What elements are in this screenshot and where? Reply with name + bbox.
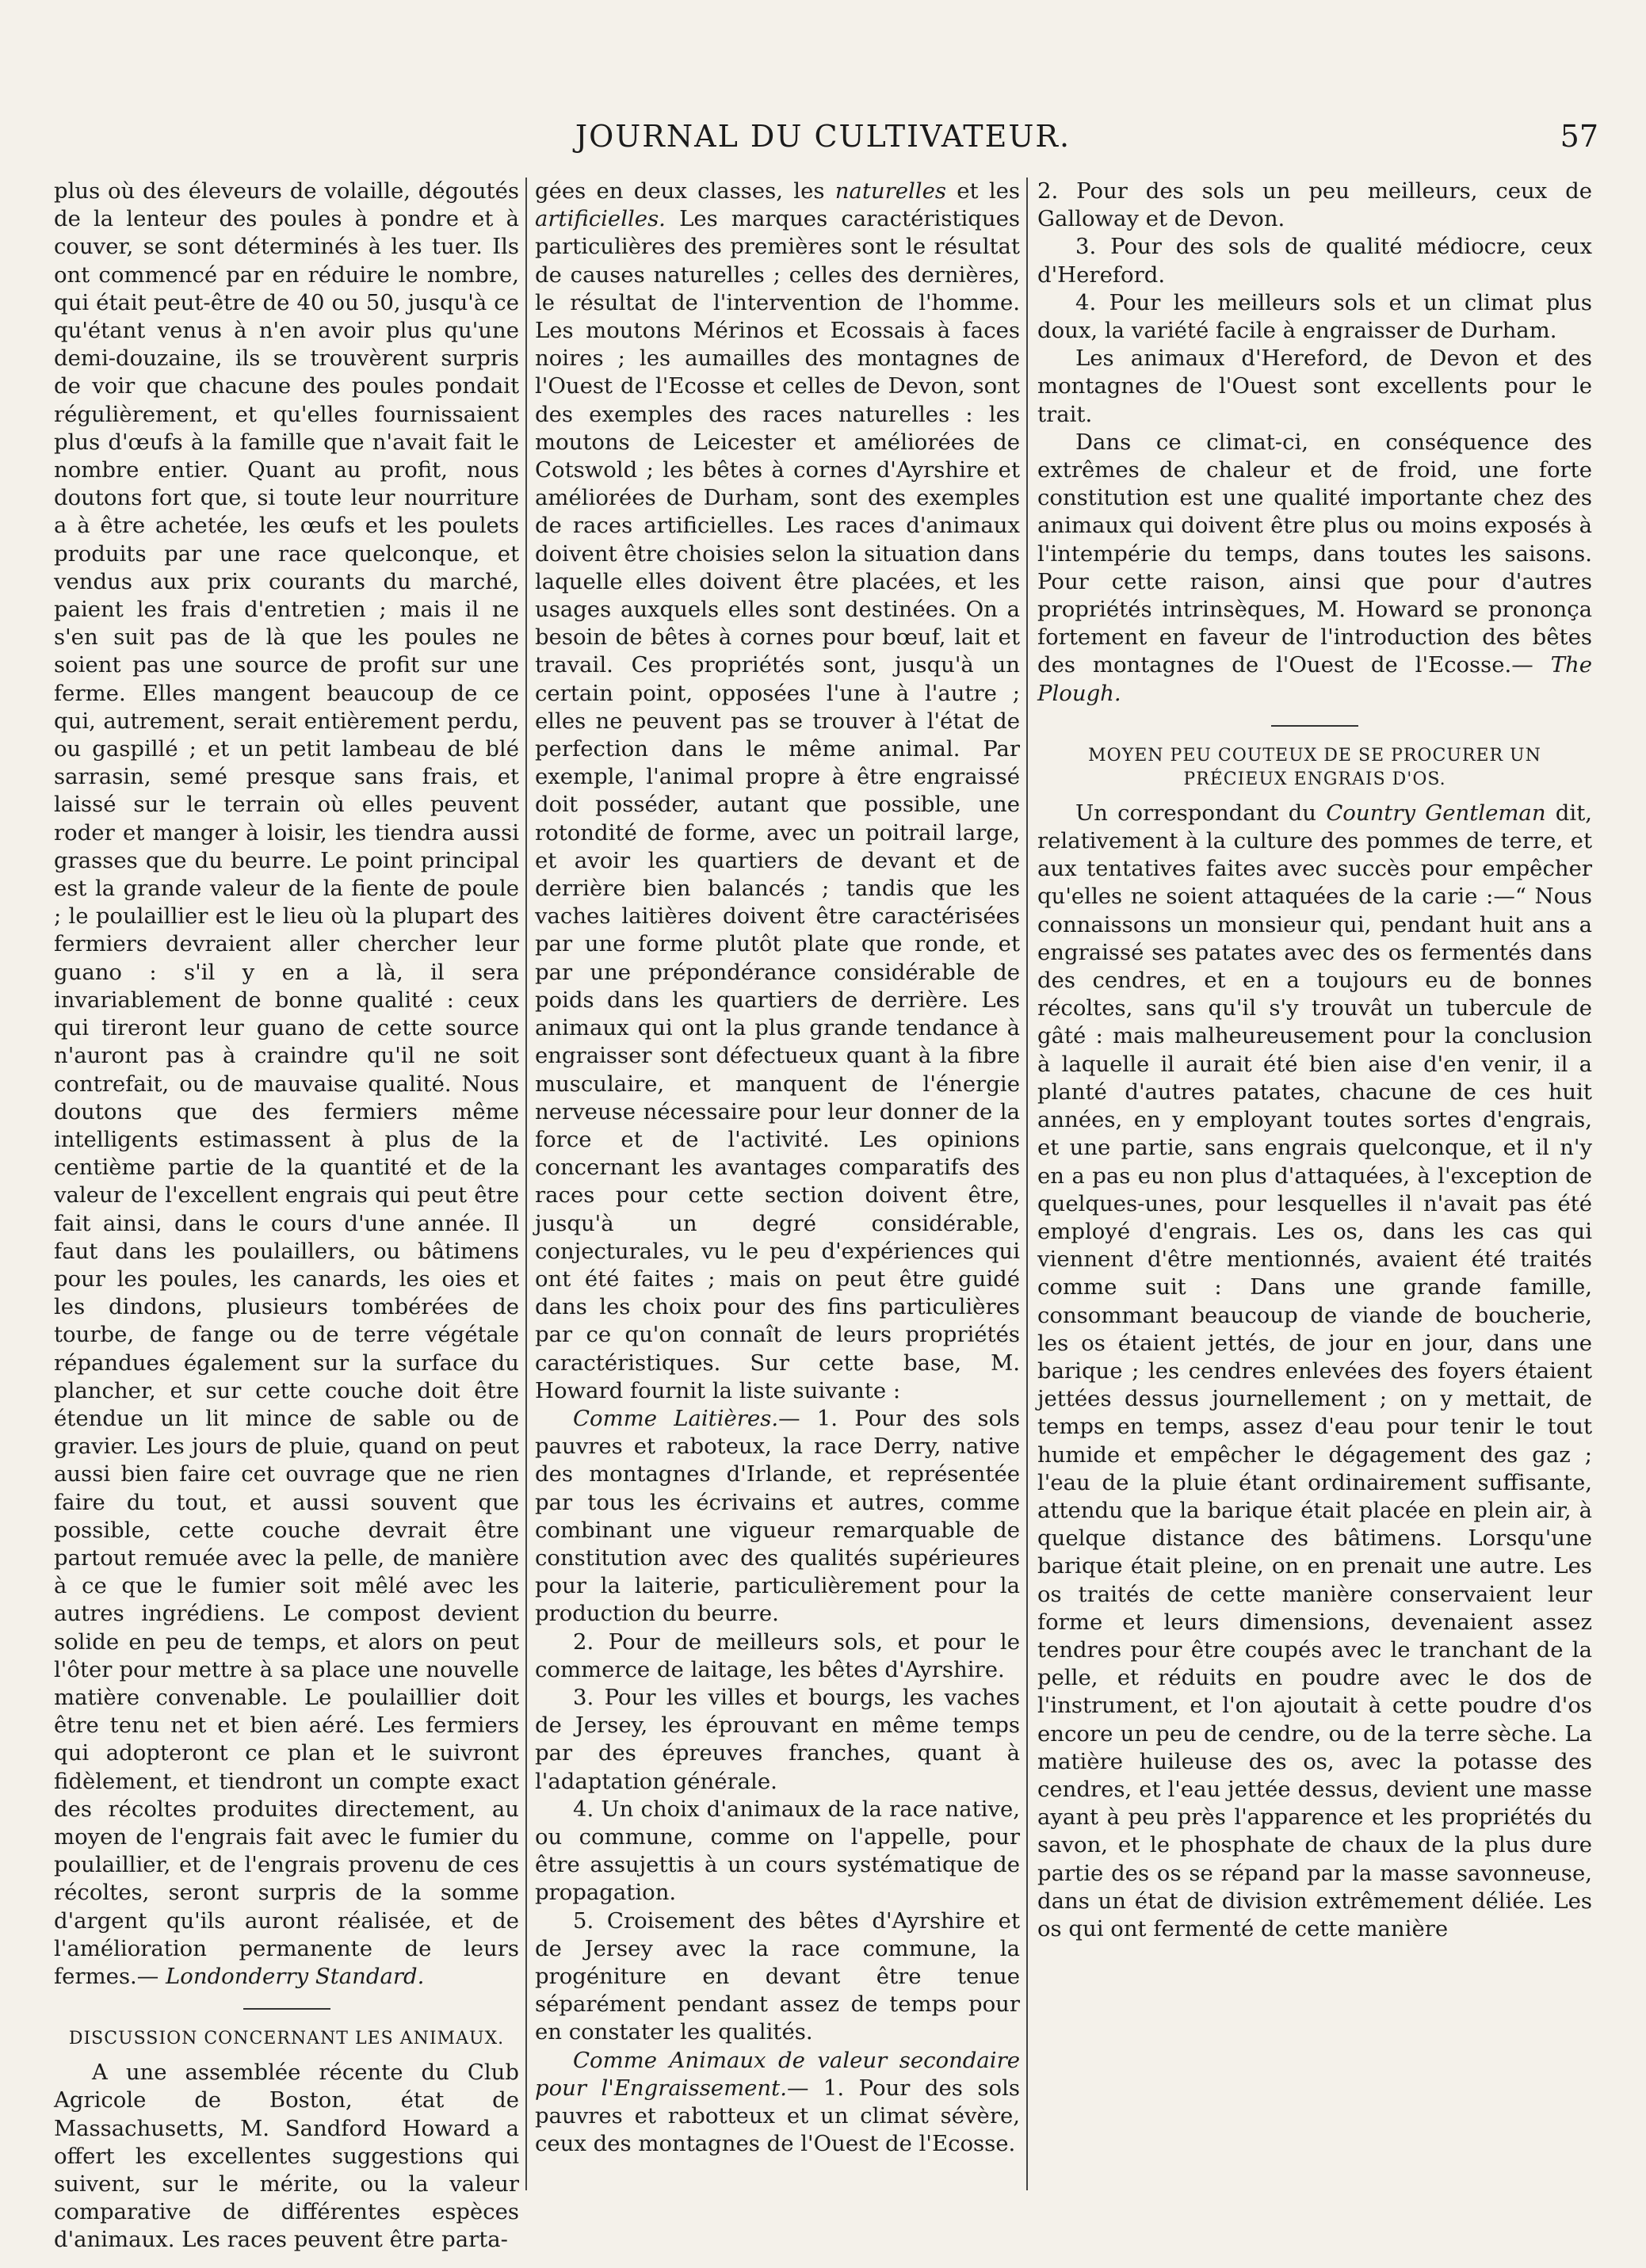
list-item: 2. Pour de meilleurs sols, et pour le commerce de laitage, les bêtes d'Ayrshire. [535,1628,1020,1682]
column-1 [48,178,527,2253]
source-credit: Londonderry Standard. [166,1964,425,1989]
climate-paragraph [1037,429,1592,708]
text-run: Un correspondant du [1075,800,1327,826]
publication-name: Country Gentleman [1326,800,1546,826]
paragraph-text: plus où des éleveurs de volaille, dégoutés de la lenteur des poules à pondre et à couver, se sont déterminés à les tuer. Ils ont commencé par en réduire le nombre, qui était peut-être de 40 ou 50, jusqu'à ce qu'étant venus à n'en avoir plus qu'une demi-douzaine, ils se trouvèrent surpris de voir que chacune des poules pondait régulièrement, et qu'elles fournissaient plus d'œufs à la famille que n'avait fait le nombre entier. Quant au profit, nous doutons fort que, si toute leur nourriture a à être achetée, les œufs et les poulets produits par une race quelconque, et vendus aux prix courants du marché, paient les frais d'entretien ; mais il ne s'en suit pas de là que les poules ne soient pas une source de profit sur une ferme. Elles mangent beaucoup de ce qui, autrement, serait entièrement perdu, ou gaspillé ; et un petit lambeau de blé sarrasin, semé presque sans frais, et laissé sur le terrain où elles peuvent roder et manger à loisir, les tiendra aussi grasses que du beurre. Le point principal est la grande valeur de la fiente de poule ; le poulaillier est le lieu où la plupart des fermiers devraient aller chercher leur guano : s'il y en a là, il sera invariablement de bonne qualité : ceux qui tireront leur guano de cette source n'auront pas à craindre qu'il ne soit contrefait, ou de mauvaise qualité. Nous doutons que des fermiers même intelligents estimassent à plus de la centième partie de la quantité et de la valeur de l'excellent engrais qui peut être fait ainsi, dans le cours d'une année. Il faut dans les poulaillers, ou bâtimens pour les poules, les canards, les oies et les dindons, plusieurs tombérées de tourbe, de fange ou de terre végétale répandues également sur la surface du plancher, et sur cette couche doit être étendue un lit mince de sable ou de gravier. Les jours de pluie, quand on peut aussi bien faire cet ouvrage que ne rien faire du tout, et aussi souvent que possible, cette couche devrait être partout remuée avec la pelle, de manière à ce que le fumier soit mêlé avec les autres ingrédiens. Le compost devient solide en peu de temps, et alors on peut l'ôter pour mettre à sa place une nouvelle matière convenable. Le poulaillier doit être tenu net et bien aéré. Les fermiers qui adopteront ce plan et le suivront fidèlement, et tiendront un compte exact des récoltes produites directement, au moyen de l'engrais fait avec le fumier du poulaillier, et de l'engrais provenu de ces récoltes, seront surpris de la somme d'argent qu'ils auront réalisée, et de l'amélioration permanente de leurs fermes.— [54,178,519,1989]
column-3 [1028,178,1598,2190]
source-credit: The Plough. [1037,652,1592,706]
text-run: Dans ce climat-ci, en conséquence des extrêmes de chaleur et de froid, une forte constitution est une qualité importante chez des animaux qui doivent être plus ou moins exposés à l'intempérie du temps, dans toutes les saisons. Pour cette raison, ainsi que pour d'autres propriétés intrinsèques, M. Howard se prononça fortement en faveur de l'introduction des bêtes des montagnes de l'Ouest de l'Ecosse.— [1037,429,1592,678]
text-run: et les [946,178,1020,204]
text-run: Les marques caractéristiques particulières des premières sont le résultat de causes naturelles ; celles des dernières, le résultat de l'intervention de l'homme. Les moutons Mérinos et Ecossais à faces noires ; les aumailles des montagnes de l'Ouest de l'Ecosse et celles de Devon, sont des exemples des races naturelles : les moutons de Leicester et améliorées de Cotswold ; les bêtes à cornes d'Ayrshire et améliorées de Durham, sont des exemples de races artificielles. Les races d'animaux doivent être choisies selon la situation dans laquelle elles doivent être placées, et les usages auxquels elles sont destinées. On a besoin de bêtes à cornes pour bœuf, lait et travail. Ces propriétés sont, jusqu'à un certain point, opposées l'une à l'autre ; elles ne peuvent pas se trouver à l'état de perfection dans le même animal. Par exemple, l'animal propre à être engraissé doit posséder, autant que possible, une rotondité de forme, avec un poitrail large, et avoir les quartiers de devant et de derrière bien balancés ; tandis que les vaches laitières doivent être caractérisées par une forme plutôt plate que ronde, et par une prépondérance considérable de poids dans les quartiers de derrière. Les animaux qui ont la plus grande tendance à engraisser sont défectueux quant à la fibre musculaire, et manquent de l'énergie nerveuse nécessaire pour leur donner de la force et de l'activité. Les opinions concernant les avantages comparatifs des races pour cette section doivent être, jusqu'à un degré considérable, conjecturales, vu le peu d'expériences qui ont été faites ; mais on peut être guidé dans les choix pour des fins particulières par ce qu'on connaît de leurs propriétés caractéristiques. Sur cette base, M. Howard fournit la liste suivante : [535,206,1020,1403]
article-heading-bone-manure: MOYEN PEU COUTEUX DE SE PROCURER UN PRÉCIEUX ENGRAIS D'OS. [1088,745,1541,789]
article-heading-animals: DISCUSSION CONCERNANT LES ANIMAUX. [68,2029,505,2049]
list-item: 4. Pour les meilleurs sols et un climat plus doux, la variété facile à engraisser de Durham. [1037,289,1592,344]
list-item: 2. Pour des sols un peu meilleurs, ceux de Galloway et de Devon. [1037,178,1592,232]
text-run: — 1. Pour des sols pauvres et rabotteux et un climat sévère, ceux des montagnes de l'Ouest de l'Ecosse. [535,2075,1020,2157]
page-header [48,119,1598,158]
list-item: 5. Croisement des bêtes d'Ayrshire et de Jersey avec la race commune, la progéniture en devant être tenue séparément pendant assez de temps pour en constater les qualités. [535,1907,1020,2045]
article-columns [48,178,1598,2253]
dairy-list-item [535,1405,1020,1628]
list-lead: Comme Animaux de valeur secondaire pour l'Engraissement. [535,2047,1020,2101]
section-divider [1271,725,1358,727]
text-run: dit, relativement à la culture des pommes de terre, et aux tentatives faites avec succès pour empêcher qu'elles ne soient attaquées de la carie :—“ Nous connaissons un monsieur qui, pendant huit ans a engraissé ses patates avec des os fermentés dans des cendres, et en a toujours eu de bonnes récoltes, sans qu'il s'y trouvât un tubercule de gâté : mais malheureusement pour la conclusion à laquelle il aurait été bien aise d'en venir, il a planté d'autres patates, chacune de ces huit années, en y employant toutes sortes d'engrais, et une partie, sans engrais quelconque, et il n'y en a pas eu non plus d'attaquées, à l'exception de quelques-unes, pour lesquelles il n'avait pas été employé d'engrais. Les os, dans les cas qui viennent d'être mentionnés, avaient été traités comme suit : Dans une grande famille, consommant beaucoup de viande de boucherie, les os étaient jettés, de jour en jour, dans une barique ; les cendres enlevées des foyers étaient jettées dessus journellement ; on y mettait, de temps en temps, assez d'eau pour tenir le tout humide et empêcher le dégagement des gaz ; l'eau de la pluie étant ordinairement suffisante, attendu que la barique était placée en plein air, à quelque distance des bâtimens. Lorsqu'une barique était pleine, on en prenait une autre. Les os traités de cette manière conservaient leur forme et leurs dimensions, devenaient assez tendres pour être coupés avec le tranchant de la pelle, et réduits en poudre avec le dos de l'instrument, et l'on ajoutait à cette poudre d'os encore un peu de cendre, ou de la terre sèche. La matière huileuse des os, avec la potasse des cendres, et l'eau jettée dessus, devient une masse ayant à peu près l'apparence et les propriétés du savon, et le phosphate de chaux de la plus dure partie des os se répand par la masse savonneuse, dans un état de division extrêmement déliée. Les os qui ont fermenté de cette manière [1037,800,1592,1942]
page-number: 57 [1560,119,1598,154]
column-2 [527,178,1028,2190]
animals-article-paragraph: A une assemblée récente du Club Agricole de Boston, état de Massachusetts, M. Sandford Howard a offert les excellentes suggestions qui suivent, sur le mérite, ou la valeur comparative de différentes espèces d'animaux. Les races peuvent être parta- [54,2060,519,2253]
text-run: — 1. Pour des sols pauvres et raboteux, la race Derry, native des montagnes d'Irlande, et représentée par tous les écrivains et autres, comme combinant une vigueur remarquable de constitution avec des qualités supérieures pour la laiterie, particulièrement pour la production du beurre. [535,1405,1020,1627]
list-item: 3. Pour des sols de qualité médiocre, ceux d'Hereford. [1037,234,1592,288]
emphasis-artificielles: artificielles. [535,206,666,232]
journal-title: JOURNAL DU CULTIVATEUR. [575,119,1071,154]
section-divider [243,2008,330,2010]
fattening-list-item [535,2047,1020,2159]
emphasis-naturelles: naturelles [834,178,946,204]
bone-manure-paragraph [1037,800,1592,1943]
breeds-paragraph [535,178,1020,1405]
list-item: 4. Un choix d'animaux de la race native, ou commune, comme on l'appelle, pour être assujettis à un cours systématique de propagation. [535,1796,1020,1906]
paragraph: Les animaux d'Hereford, de Devon et des montagnes de l'Ouest sont excellents pour le trait. [1037,346,1592,427]
list-item: 3. Pour les villes et bourgs, les vaches de Jersey, les éprouvant en même temps par des épreuves franches, quant à l'adaptation générale. [535,1684,1020,1794]
poultry-article-paragraph [54,178,519,1991]
list-lead: Comme Laitières. [573,1405,779,1431]
text-run: gées en deux classes, les [535,178,835,204]
